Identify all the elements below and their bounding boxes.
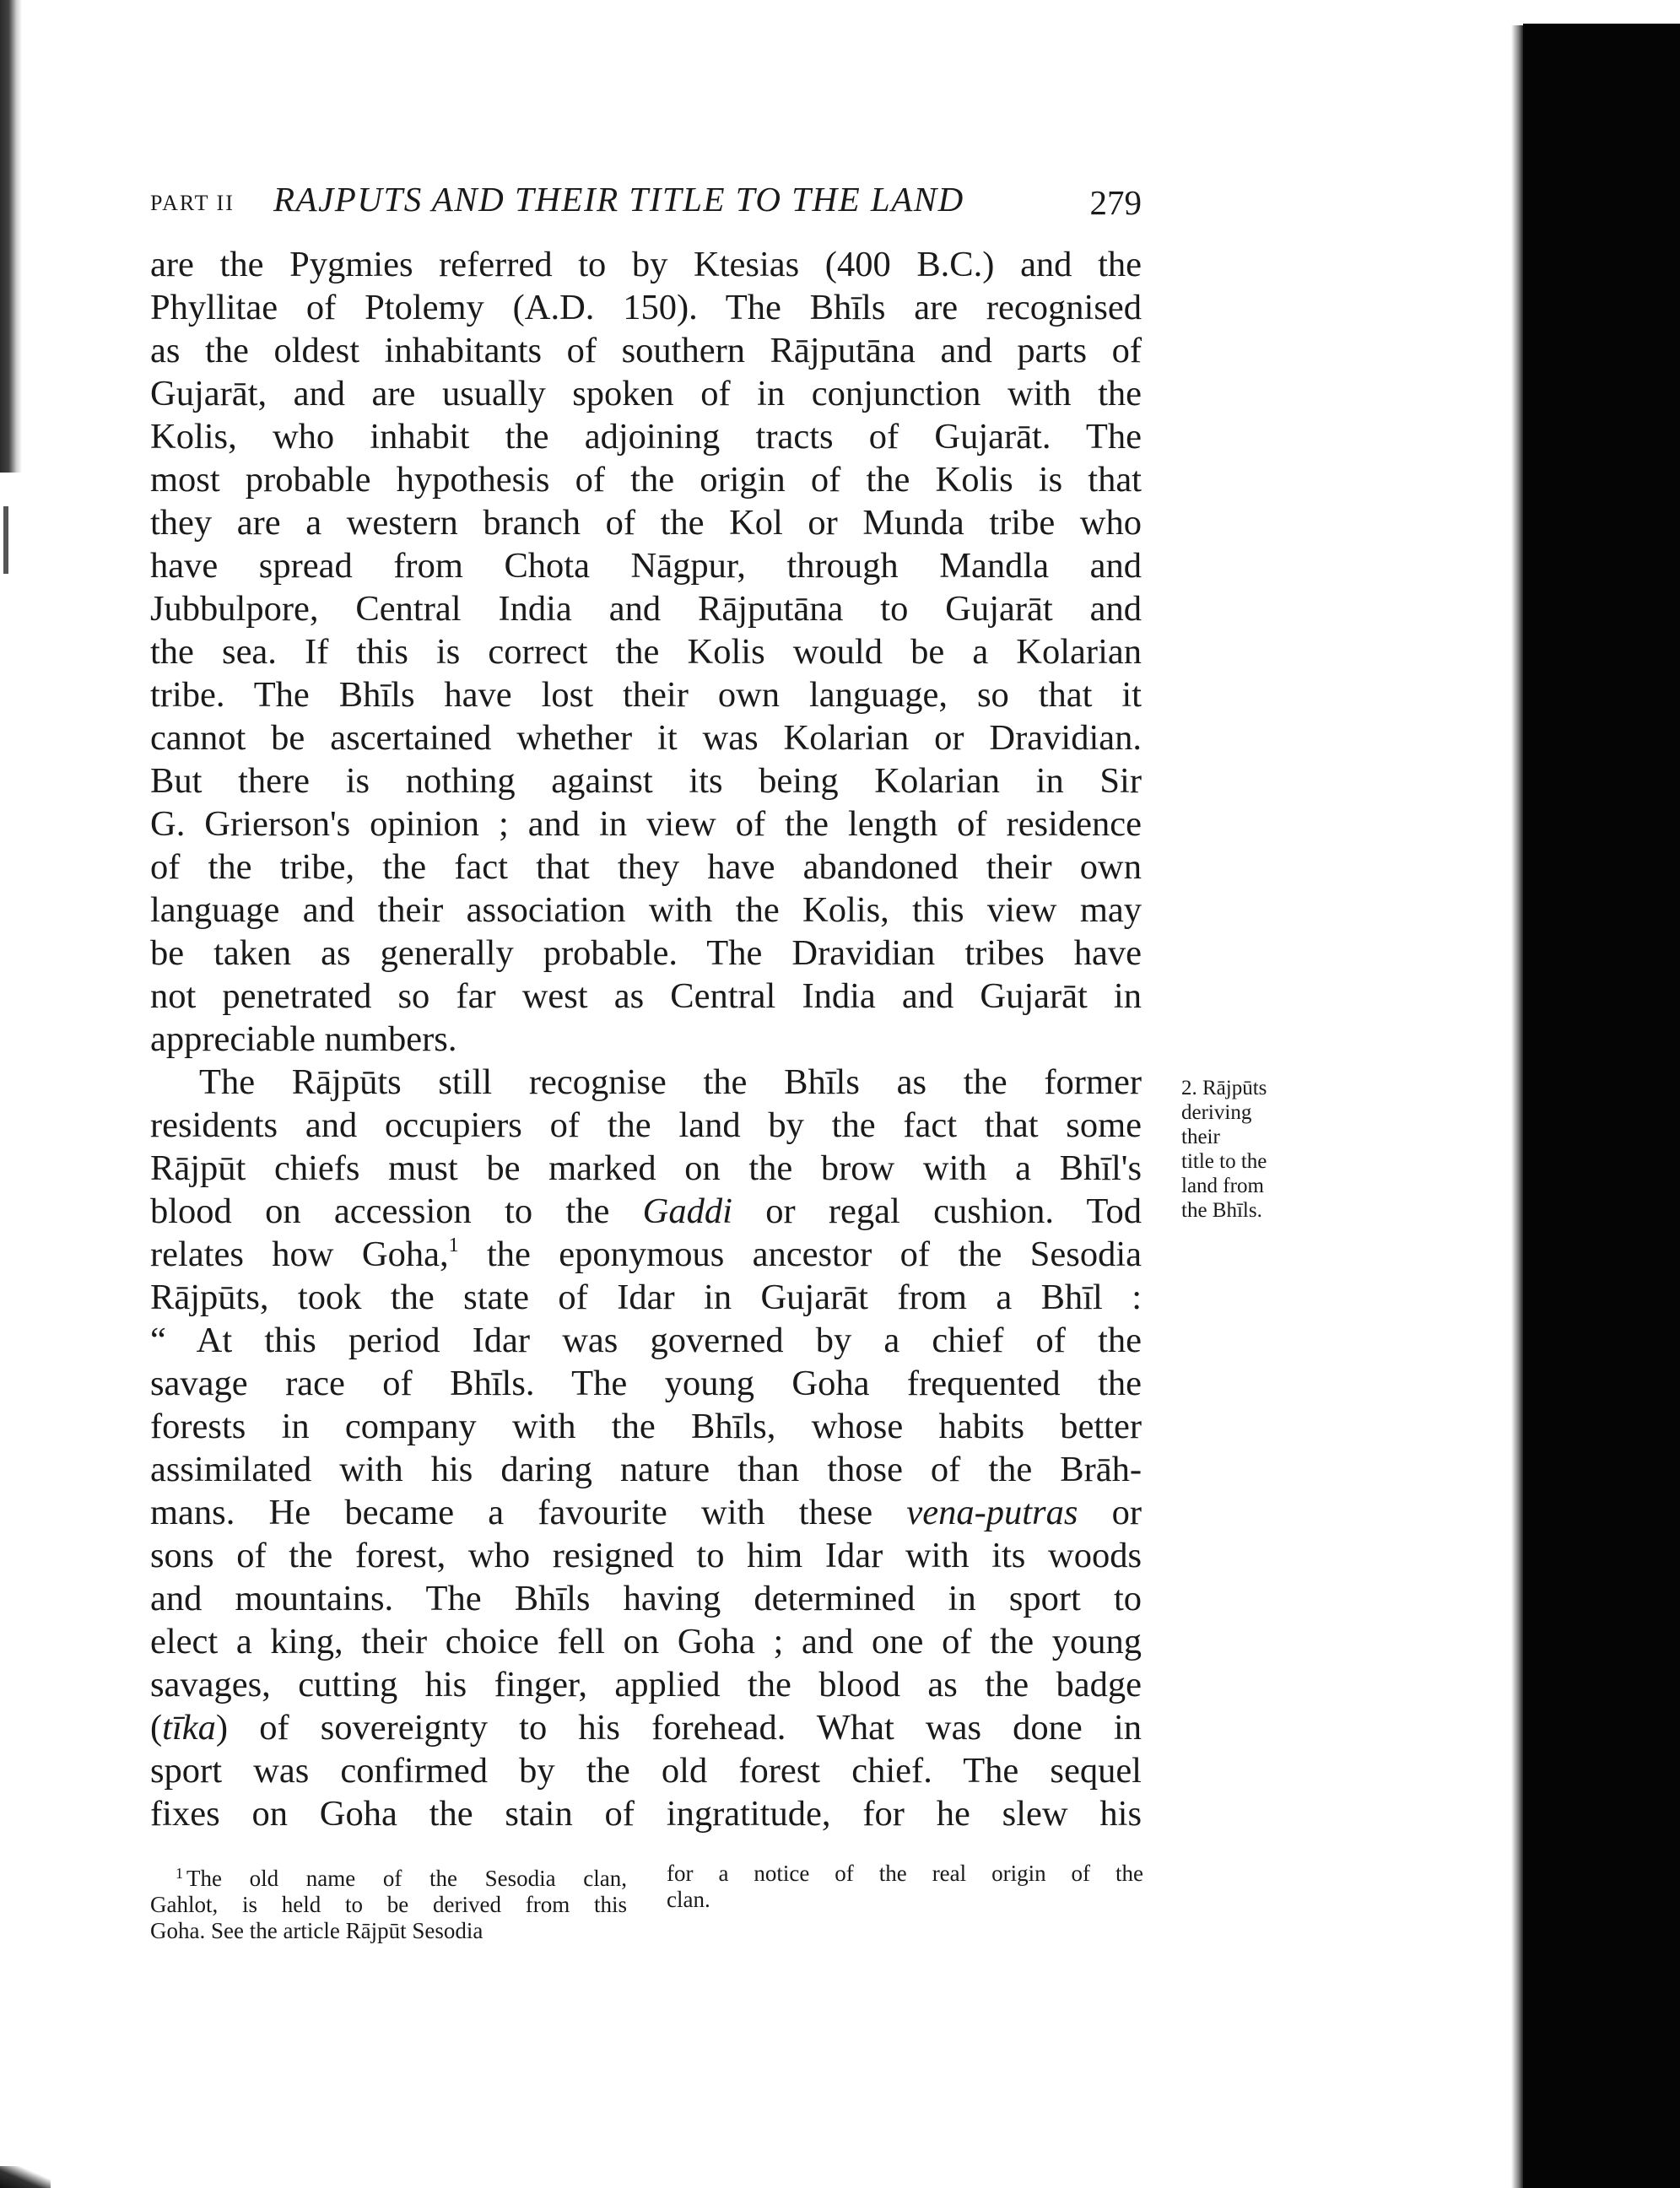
italic-term: vena-putras (906, 1493, 1078, 1532)
running-head (150, 176, 1142, 226)
body-line: Phyllitae of Ptolemy (A.D. 150). The Bhīls are recognised (150, 288, 1142, 327)
footnote-line: Goha. See the article Rājpūt Sesodia (150, 1918, 483, 1943)
body-line: appreciable numbers. (150, 1019, 457, 1059)
side-note-line: their (1181, 1126, 1220, 1148)
footnote-reference[interactable]: 1 (448, 1234, 459, 1256)
italic-term: Gaddi (642, 1191, 732, 1231)
body-line: have spread from Chota Nāgpur, through Mandla and (150, 546, 1142, 586)
scan-bottom-corner (0, 2166, 51, 2188)
body-line: residents and occupiers of the land by the fact that some (150, 1105, 1142, 1145)
body-line: “ At this period Idar was governed by a chief of the (150, 1321, 1142, 1360)
body-line: the sea. If this is correct the Kolis would be a Kolarian (150, 632, 1142, 672)
body-line: tribe. The Bhīls have lost their own language, so that it (150, 675, 1142, 715)
footnote-column-left (150, 1861, 627, 1944)
side-note-line: deriving (1181, 1101, 1252, 1124)
scan-left-edge (0, 0, 22, 473)
body-line: assimilated with his daring nature than those of the Brāh- (150, 1450, 1142, 1489)
body-line: savages, cutting his finger, applied the blood as the badge (150, 1665, 1142, 1704)
body-line: The Rājpūts still recognise the Bhīls as the former (199, 1062, 1142, 1102)
footnote-line: $^1$ The old name of the Sesodia clan, (176, 1865, 627, 1891)
running-title: RAJPUTS AND THEIR TITLE TO THE LAND (273, 180, 964, 219)
side-note-line: the Bhīls. (1181, 1199, 1262, 1222)
side-note-line: land from (1181, 1175, 1264, 1197)
body-line: Rājpūt chiefs must be marked on the brow with a Bhīl's (150, 1148, 1142, 1188)
body-line: of the tribe, the fact that they have abandoned their own (150, 847, 1142, 887)
body-line: language and their association with the Kolis, this view may (150, 890, 1142, 930)
body-line: mans. He became a favourite with these vena-putras or (150, 1493, 1142, 1532)
italic-term: tīka (162, 1708, 216, 1748)
body-line: cannot be ascertained whether it was Kolarian or Dravidian. (150, 718, 1142, 758)
body-line: be taken as generally probable. The Dravidian tribes have (150, 933, 1142, 973)
side-note-line: title to the (1181, 1150, 1267, 1173)
body-line: Jubbulpore, Central India and Rājputāna to Gujarāt and (150, 589, 1142, 629)
body-line: not penetrated so far west as Central India and Gujarāt in (150, 976, 1142, 1016)
footnote-line: for a notice of the real origin of the (667, 1861, 1143, 1886)
footnote-column-right (667, 1861, 1143, 1913)
scan-right-edge-shadow (1511, 25, 1523, 2188)
part-label: PART II (150, 191, 235, 215)
scan-right-border (1523, 24, 1680, 2188)
body-line: sport was confirmed by the old forest chief. The sequel (150, 1751, 1142, 1791)
body-line: elect a king, their choice fell on Goha ; and one of the young (150, 1622, 1142, 1661)
body-line: fixes on Goha the stain of ingratitude, for he slew his (150, 1794, 1142, 1834)
body-line: forests in company with the Bhīls, whose habits better (150, 1407, 1142, 1446)
page-number: 279 (1089, 183, 1142, 222)
body-line: most probable hypothesis of the origin of the Kolis is that (150, 460, 1142, 500)
body-line: relates how Goha,$^1$ the eponymous ancestor of the Sesodia (150, 1234, 1142, 1274)
body-line: are the Pygmies referred to by Ktesias (400 B.C.) and the (150, 245, 1142, 284)
side-note (1181, 1076, 1316, 1223)
body-line: (tīka) of sovereignty to his forehead. What was done in (150, 1708, 1142, 1748)
body-line: But there is nothing against its being Kolarian in Sir (150, 761, 1142, 801)
body-line: they are a western branch of the Kol or Munda tribe who (150, 503, 1142, 543)
body-line: G. Grierson's opinion ; and in view of the length of residence (150, 804, 1142, 844)
footnote-marker: 1 (176, 1865, 183, 1882)
body-line: sons of the forest, who resigned to him Idar with its woods (150, 1536, 1142, 1575)
body-line: Rājpūts, took the state of Idar in Gujarāt from a Bhīl : (150, 1278, 1142, 1317)
footnote-line: Gahlot, is held to be derived from this (150, 1892, 627, 1917)
body-line: Gujarāt, and are usually spoken of in conjunction with the (150, 374, 1142, 413)
footnote-line: clan. (667, 1887, 710, 1912)
body-line: savage race of Bhīls. The young Goha frequented the (150, 1364, 1142, 1403)
body-line: blood on accession to the Gaddi or regal cushion. Tod (150, 1191, 1142, 1231)
body-line: as the oldest inhabitants of southern Rājputāna and parts of (150, 331, 1142, 370)
body-line: and mountains. The Bhīls having determined in sport to (150, 1579, 1142, 1618)
body-line: Kolis, who inhabit the adjoining tracts of Gujarāt. The (150, 417, 1142, 457)
scan-speck (3, 506, 8, 574)
body-text (150, 243, 1142, 1835)
side-note-line: 2. Rājpūts (1181, 1077, 1267, 1099)
